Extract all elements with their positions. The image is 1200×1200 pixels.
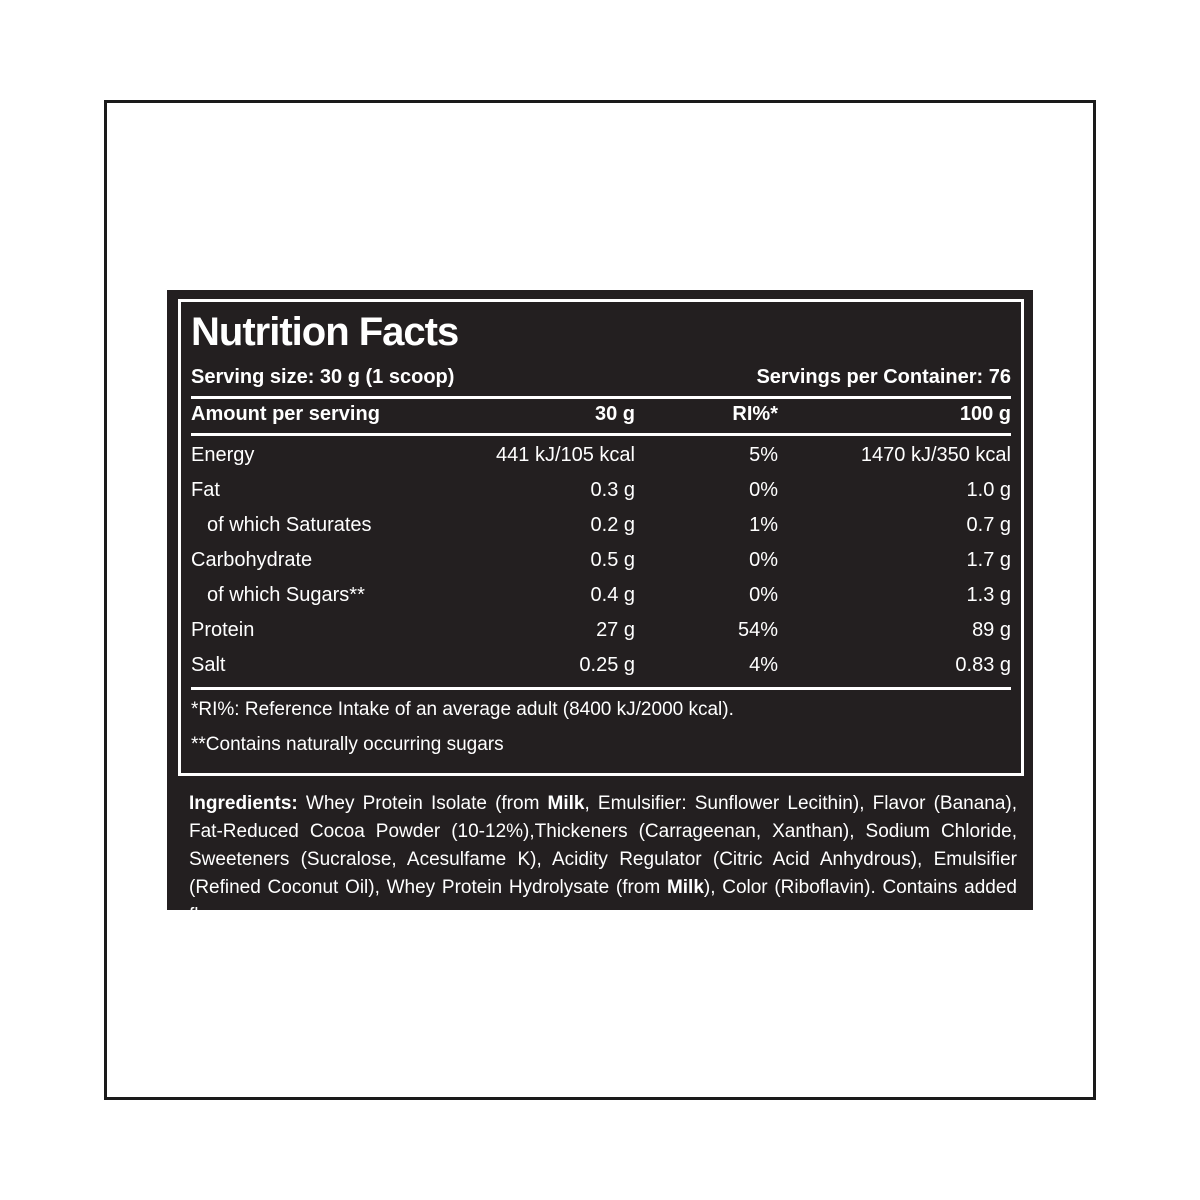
- ingredients-label: Ingredients:: [189, 793, 298, 814]
- header-amount-per-serving: Amount per serving: [191, 403, 380, 425]
- divider-bottom: [191, 687, 1011, 690]
- nutrient-label: Salt: [191, 654, 226, 676]
- nutrient-ri: 0%: [749, 584, 778, 606]
- ingredients-part-3: ), Color (Riboflavin). Contains added flavours.: [189, 877, 1018, 926]
- table-row: [191, 654, 1011, 689]
- table-row: [191, 444, 1011, 479]
- ingredients-part-1: Whey Protein Isolate (from: [297, 793, 548, 814]
- table-header: [191, 403, 1011, 429]
- header-ri: RI%*: [732, 403, 778, 425]
- table-row: [191, 514, 1011, 549]
- nutrient-ri: 54%: [737, 619, 778, 641]
- nutrient-label: Energy: [191, 444, 255, 466]
- nutrient-label: Protein: [191, 619, 255, 641]
- nutrient-label: of which Sugars**: [207, 584, 365, 606]
- nutrient-label: of which Saturates: [207, 514, 372, 536]
- table-row: [191, 619, 1011, 654]
- nutrient-per-100g: 0.7 g: [966, 514, 1011, 536]
- servings-per-container: Servings per Container: 76: [756, 366, 1011, 388]
- footnote-ri: *RI%: Reference Intake of an average adult (8400 kJ/2000 kcal).: [191, 699, 734, 720]
- table-row: [191, 584, 1011, 619]
- nutrient-per-30g: 441 kJ/105 kcal: [496, 444, 635, 466]
- divider-top: [191, 396, 1011, 399]
- nutrient-per-30g: 0.3 g: [590, 479, 635, 501]
- nutrient-ri: 5%: [749, 444, 778, 466]
- nutrient-per-100g: 1470 kJ/350 kcal: [860, 444, 1011, 466]
- nutrient-per-100g: 0.83 g: [955, 654, 1011, 676]
- nutrient-per-100g: 1.7 g: [966, 549, 1011, 571]
- table-row: [191, 549, 1011, 584]
- nutrient-ri: 0%: [749, 549, 778, 571]
- nutrient-per-30g: 0.5 g: [590, 549, 635, 571]
- nutrient-rows: [191, 444, 1011, 689]
- nutrition-facts-box: [178, 299, 1024, 776]
- nutrient-per-100g: 89 g: [972, 619, 1011, 641]
- nutrient-label: Carbohydrate: [191, 549, 313, 571]
- nutrient-per-30g: 0.4 g: [590, 584, 635, 606]
- table-row: [191, 479, 1011, 514]
- ingredients-text: [189, 790, 1017, 930]
- nutrient-ri: 0%: [749, 479, 778, 501]
- divider-header: [191, 433, 1011, 436]
- nutrition-label-panel: [167, 290, 1033, 926]
- nutrient-ri: 1%: [749, 514, 778, 536]
- nutrient-per-100g: 1.3 g: [966, 584, 1011, 606]
- footnote-sugars: **Contains naturally occurring sugars: [191, 734, 504, 755]
- nutrient-ri: 4%: [749, 654, 778, 676]
- nutrient-label: Fat: [191, 479, 220, 501]
- ingredients-part-2: , Emulsifier: Sunflower Lecithin), Flavor (Banana), Fat-Reduced Cocoa Powder (10-12%),Thickeners (Carrageenan, Xanthan), Sodium Chloride, Sweeteners (Sucralose, Acesulfame K), Acidity Regulator (Citric Acid Anhydrous), Emulsifier (Refined Coconut Oil), Whey Protein Hydrolysate (from: [189, 793, 1018, 898]
- allergen-milk-1: Milk: [547, 793, 585, 814]
- header-100g: 100 g: [959, 403, 1011, 425]
- header-30g: 30 g: [594, 403, 635, 425]
- allergen-milk-2: Milk: [666, 877, 704, 898]
- nutrient-per-100g: 1.0 g: [966, 479, 1011, 501]
- nutrient-per-30g: 27 g: [596, 619, 635, 641]
- serving-size: Serving size: 30 g (1 scoop): [191, 366, 455, 388]
- nutrient-per-30g: 0.25 g: [579, 654, 635, 676]
- nutrition-facts-title: Nutrition Facts: [191, 310, 459, 354]
- nutrient-per-30g: 0.2 g: [590, 514, 635, 536]
